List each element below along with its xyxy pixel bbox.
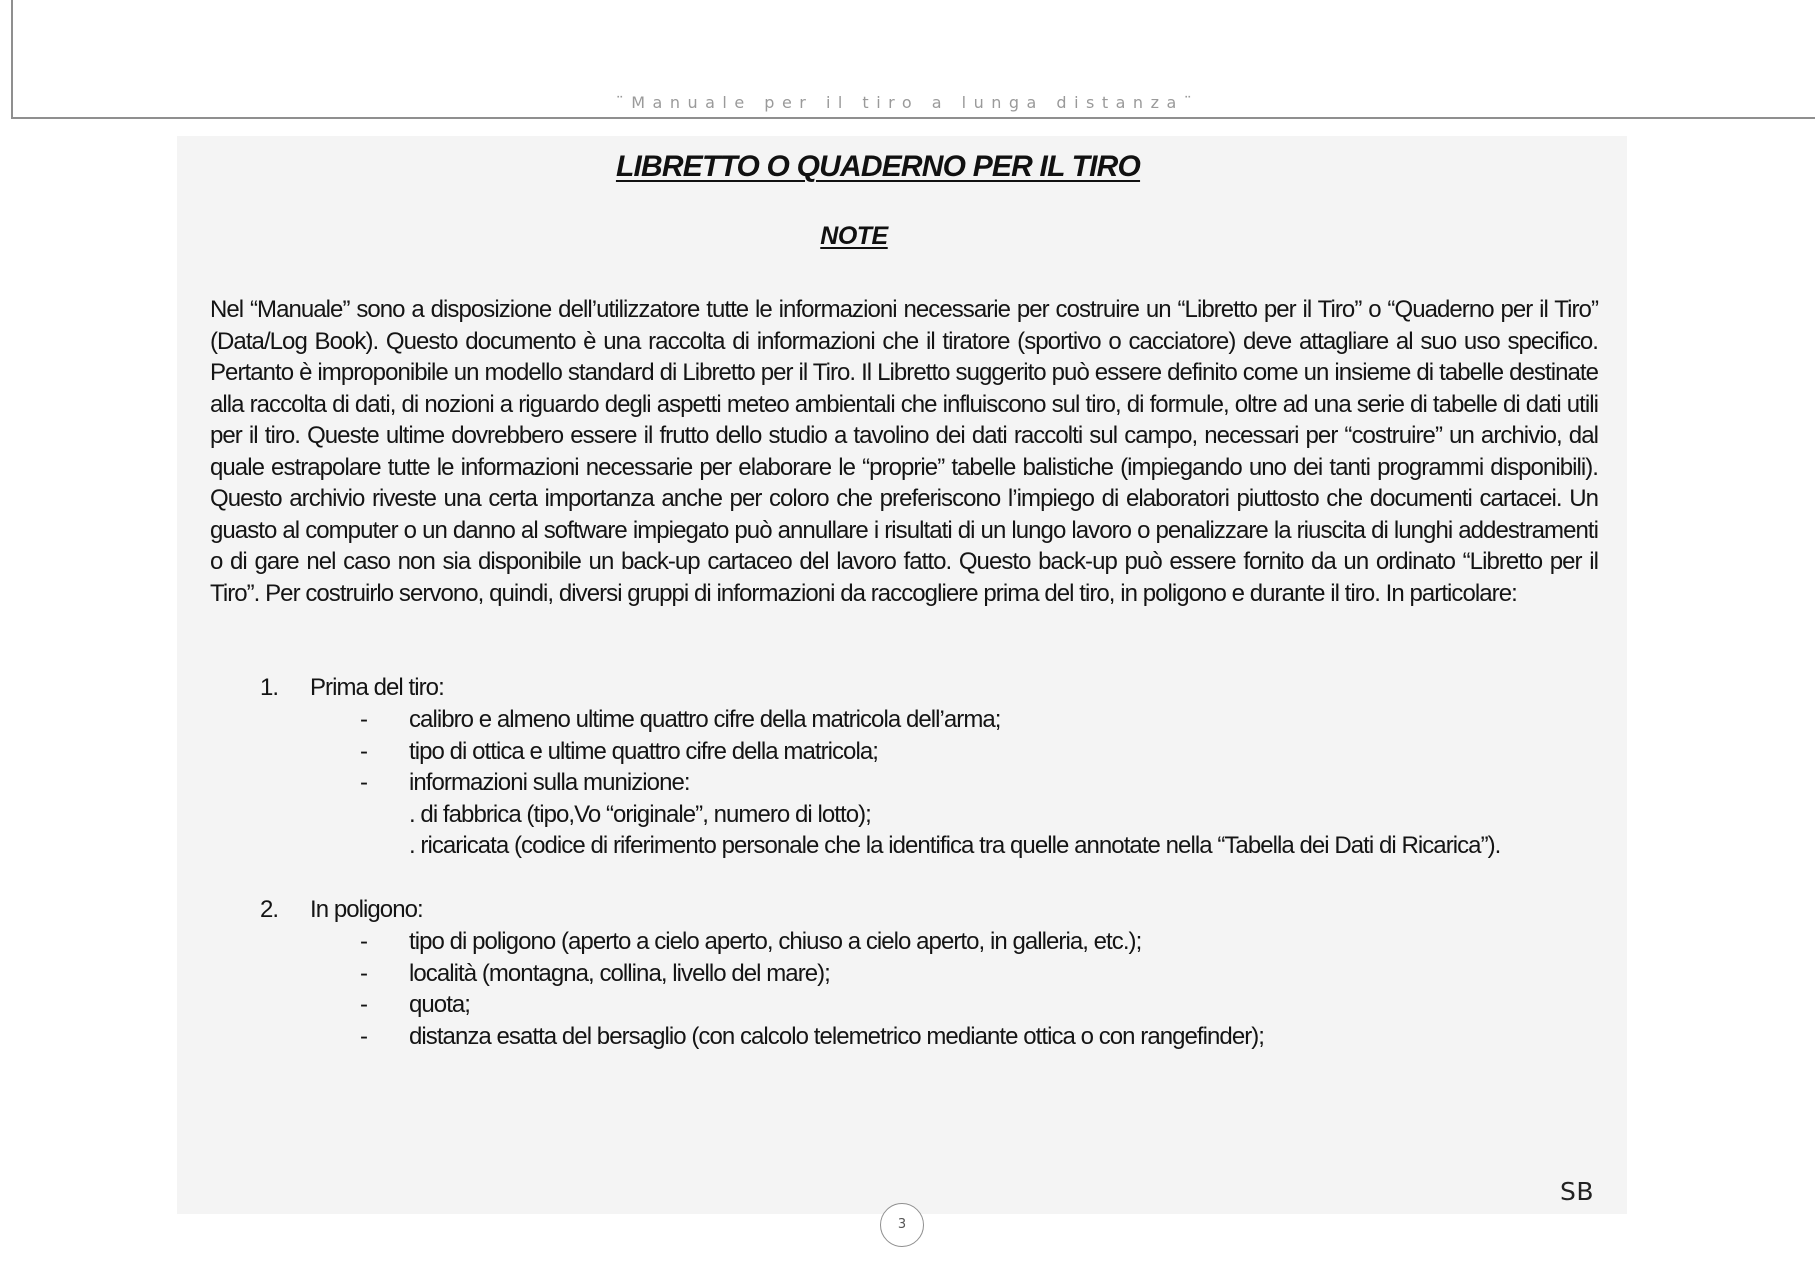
list-item xyxy=(210,926,1610,958)
bullet-dash: - xyxy=(360,991,368,1018)
intro-paragraph: Nel “Manuale” sono a disposizione dell’utilizzatore tutte le informazioni necessarie per costruire un “Libretto per il Tiro” o “Quaderno per il Tiro” (Data/Log Book). Questo documento è una raccolta di informazioni che il tiratore (sportivo o cacciatore) deve attagliare al suo uso specifico. Pertanto è improponibile un modello standard di Libretto per il Tiro. Il Libretto suggerito può essere definito come un insieme di tabelle destinate alla raccolta di dati, di nozioni a riguardo degli aspetti meteo ambientali che influiscono sul tiro, di formule, oltre ad una serie di tabelle di dati utili per il tiro. Queste ultime dovrebbero essere il frutto dello studio a tavolino dei dati raccolti sul campo, necessari per “costruire” un archivio, dal quale estrapolare tutte le informazioni necessarie per elaborare le “proprie” tabelle balistiche (impiegando uno dei tanti programmi disponibili). Questo archivio riveste una certa importanza anche per coloro che preferiscono l’impiego di elaboratori piuttosto che documenti cartacei. Un guasto al computer o un danno al software impiegato può annullare i risultati di un lungo lavoro o penalizzare la riuscita di lunghi addestramenti o di gare nel caso non sia disponibile un back-up cartaceo del lavoro fatto. Questo back-up può essere fornito da un ordinato “Libretto per il Tiro”. Per costruirlo servono, quindi, diversi gruppi di informazioni da raccogliere prima del tiro, in poligono e durante il tiro. In particolare: xyxy=(210,296,1598,607)
sub-item: . di fabbrica (tipo,Vo “originale”, numero di lotto); xyxy=(409,800,871,828)
section-number: 1. xyxy=(260,674,279,701)
section-number: 2. xyxy=(260,896,279,923)
document-subtitle: NOTE xyxy=(820,222,888,250)
list-item-text: distanza esatta del bersaglio (con calcolo telemetrico mediante ottica o con rangefinder); xyxy=(409,1022,1265,1050)
section-in-poligono xyxy=(210,894,1610,1052)
running-title: ¨Manuale per il tiro a lunga distanza¨ xyxy=(615,93,1200,112)
sub-item: . ricaricata (codice di riferimento personale che la identifica tra quelle annotate nella “Tabella dei Dati di Ricarica”). xyxy=(409,832,1501,859)
bullet-dash: - xyxy=(360,737,368,765)
list-item xyxy=(210,1021,1610,1053)
list-item-text: quota; xyxy=(409,991,471,1018)
author-signature: SB xyxy=(1560,1177,1595,1206)
section-title: In poligono: xyxy=(310,896,423,923)
section-heading xyxy=(210,894,1610,926)
section-heading xyxy=(210,672,1610,704)
list-item-text: tipo di poligono (aperto a cielo aperto, chiuso a cielo aperto, in galleria, etc.); xyxy=(409,928,1142,955)
bullet-dash: - xyxy=(360,1022,368,1050)
list-item xyxy=(210,704,1610,736)
bullet-dash: - xyxy=(360,706,368,733)
document-title: LIBRETTO O QUADERNO PER IL TIRO xyxy=(615,150,1141,183)
scanned-page xyxy=(177,136,1627,1214)
section-prima-del-tiro xyxy=(210,672,1610,862)
list-item-text: calibro e almeno ultime quattro cifre della matricola dell’arma; xyxy=(409,706,1001,733)
list-item xyxy=(210,958,1610,990)
list-item xyxy=(210,989,1610,1021)
list-item xyxy=(210,736,1610,768)
bullet-list xyxy=(210,926,1610,1052)
list-item xyxy=(210,767,1610,799)
bullet-dash: - xyxy=(360,928,368,955)
list-item-text: tipo di ottica e ultime quattro cifre della matricola; xyxy=(409,737,878,765)
page-number: 3 xyxy=(880,1203,924,1247)
bullet-dash: - xyxy=(360,769,368,796)
bullet-dash: - xyxy=(360,959,368,987)
section-title: Prima del tiro: xyxy=(310,674,444,701)
bullet-list xyxy=(210,704,1610,799)
list-item-text: informazioni sulla munizione: xyxy=(409,769,690,796)
list-item-text: località (montagna, collina, livello del mare); xyxy=(409,959,830,987)
